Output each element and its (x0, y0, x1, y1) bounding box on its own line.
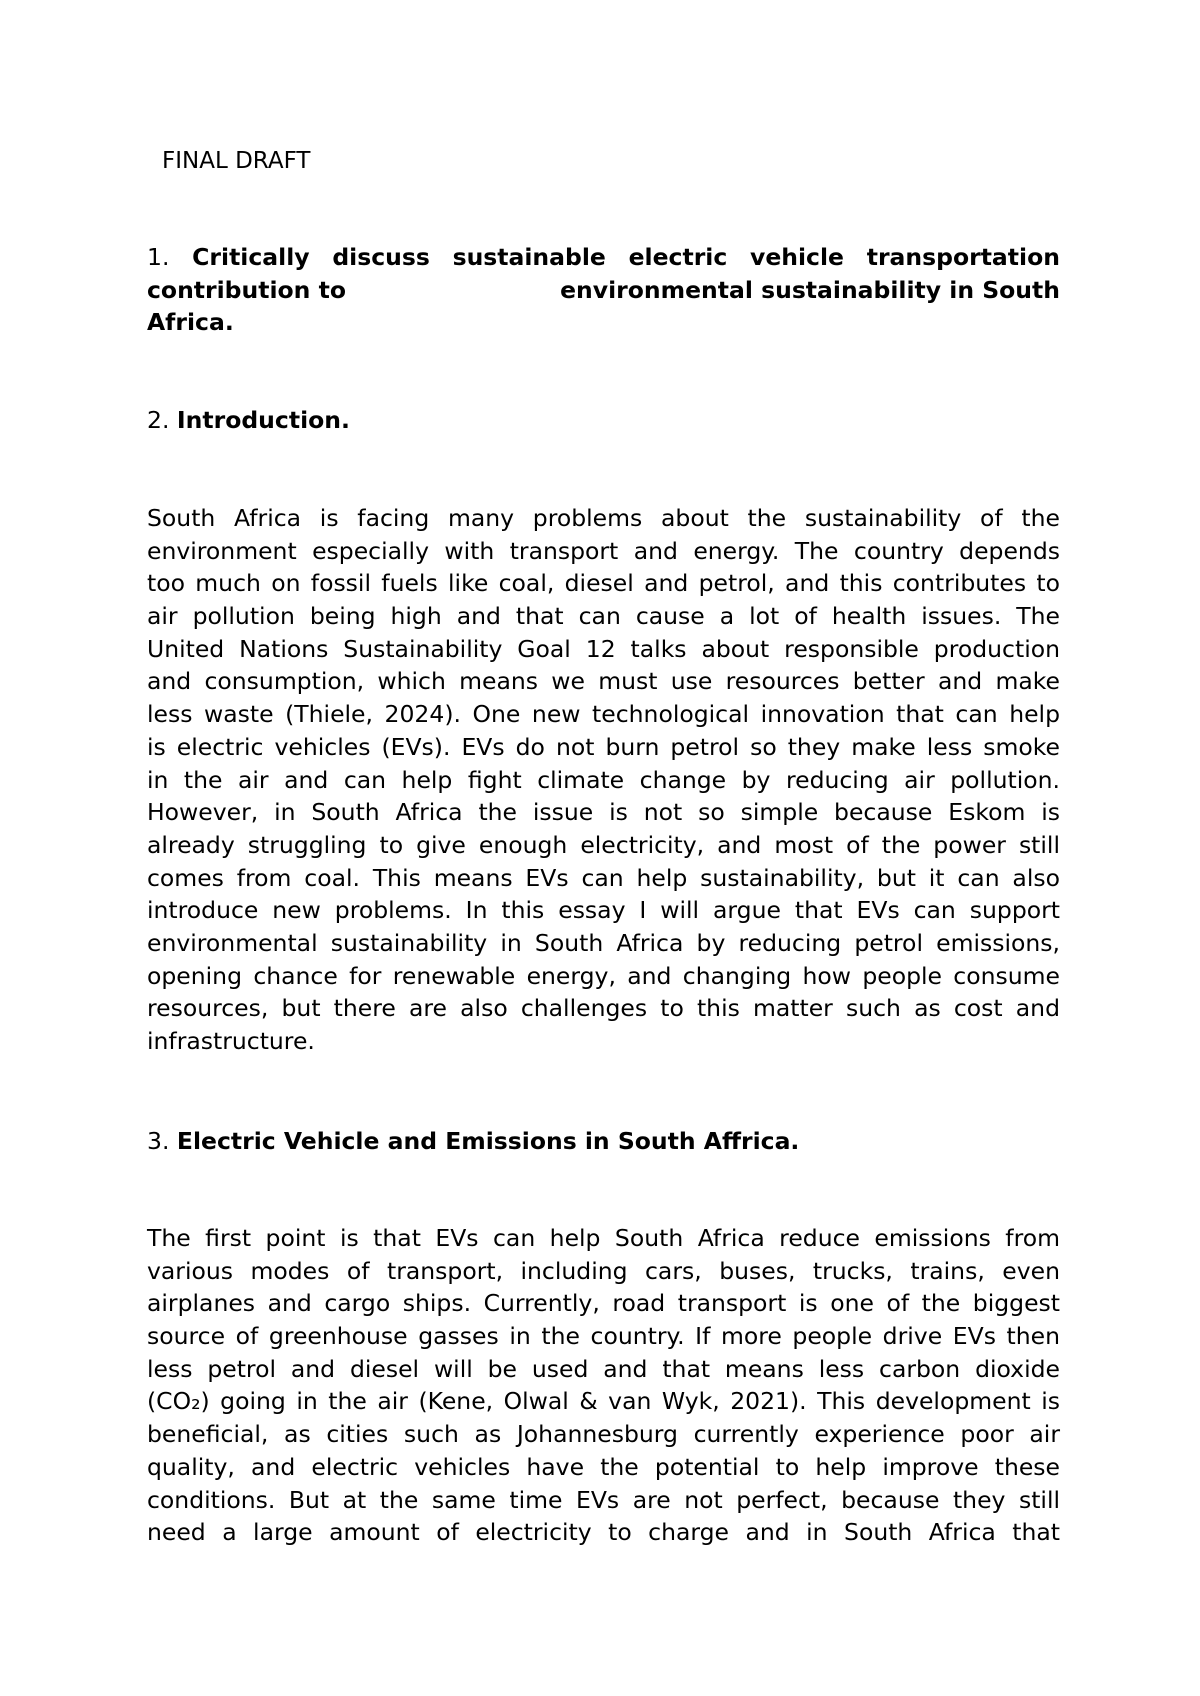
paragraph-line: various modes of transport, including cars, buses, trucks, trains, even (147, 1256, 1060, 1285)
question-number: 1. (147, 243, 170, 271)
paragraph-line: resources, but there are also challenges to this matter such as cost and (147, 994, 1060, 1023)
section-heading-emissions (147, 1125, 1060, 1158)
paragraph-line: and consumption, which means we must use resources better and make (147, 667, 1060, 696)
paragraph-line: South Africa is facing many problems about the sustainability of the (147, 504, 1060, 532)
paragraph-line: airplanes and cargo ships. Currently, road transport is one of the biggest (147, 1289, 1060, 1318)
question-word: discuss (332, 243, 430, 271)
question-word: Critically (192, 243, 310, 271)
section-number: 3. (147, 1127, 170, 1155)
paragraph-line: in the air and can help fight climate change by reducing air pollution. (147, 765, 1060, 794)
paragraph-line: environment especially with transport and energy. The country depends (147, 536, 1060, 565)
paragraph-line: However, in South Africa the issue is not so simple because Eskom is (147, 798, 1060, 827)
section-heading-text: Electric Vehicle and Emissions in South Affrica. (176, 1127, 800, 1155)
question-word: transportation (866, 243, 1060, 271)
essay-question-line-1 (147, 241, 1060, 274)
paragraph-line: introduce new problems. In this essay I will argue that EVs can support (147, 896, 1060, 925)
paragraph-line: less petrol and diesel will be used and that means less carbon dioxide (147, 1354, 1060, 1383)
essay-question-line-3: Africa. (147, 308, 234, 337)
section-heading-text: Introduction. (176, 406, 350, 434)
question-fragment: environmental sustainability in South (560, 275, 1060, 304)
question-fragment: contribution to (147, 275, 346, 304)
section-heading-introduction (147, 404, 1060, 437)
introduction-paragraph (147, 502, 1060, 1058)
paragraph-line: is electric vehicles (EVs). EVs do not burn petrol so they make less smoke (147, 732, 1060, 761)
paragraph-line: source of greenhouse gasses in the country. If more people drive EVs then (147, 1322, 1060, 1351)
paragraph-line: (CO₂) going in the air (Kene, Olwal & van Wyk, 2021). This development is (147, 1387, 1060, 1416)
paragraph-line: less waste (Thiele, 2024). One new technological innovation that can help (147, 700, 1060, 729)
essay-question-line-2 (147, 274, 1060, 307)
emissions-paragraph (147, 1222, 1060, 1549)
paragraph-line: opening chance for renewable energy, and changing how people consume (147, 961, 1060, 990)
section-number: 2. (147, 406, 170, 434)
question-word: electric (628, 243, 728, 271)
paragraph-line: beneficial, as cities such as Johannesburg currently experience poor air (147, 1420, 1060, 1449)
paragraph-line: need a large amount of electricity to charge and in South Africa that (147, 1518, 1060, 1547)
paragraph-line: United Nations Sustainability Goal 12 talks about responsible production (147, 634, 1060, 663)
paragraph-line: environmental sustainability in South Africa by reducing petrol emissions, (147, 928, 1060, 957)
paragraph-line: comes from coal. This means EVs can help sustainability, but it can also (147, 863, 1060, 892)
essay-question (147, 241, 1060, 339)
paragraph-line: The first point is that EVs can help South Africa reduce emissions from (147, 1224, 1060, 1252)
paragraph-line: air pollution being high and that can cause a lot of health issues. The (147, 602, 1060, 631)
paragraph-line: infrastructure. (147, 1027, 315, 1055)
question-word: sustainable (452, 243, 606, 271)
document-title: FINAL DRAFT (162, 148, 311, 174)
paragraph-line: already struggling to give enough electricity, and most of the power still (147, 830, 1060, 859)
paragraph-line: too much on fossil fuels like coal, diesel and petrol, and this contributes to (147, 569, 1060, 598)
question-word: vehicle (750, 243, 844, 271)
paragraph-line: quality, and electric vehicles have the potential to help improve these (147, 1452, 1060, 1481)
paragraph-line: conditions. But at the same time EVs are not perfect, because they still (147, 1485, 1060, 1514)
